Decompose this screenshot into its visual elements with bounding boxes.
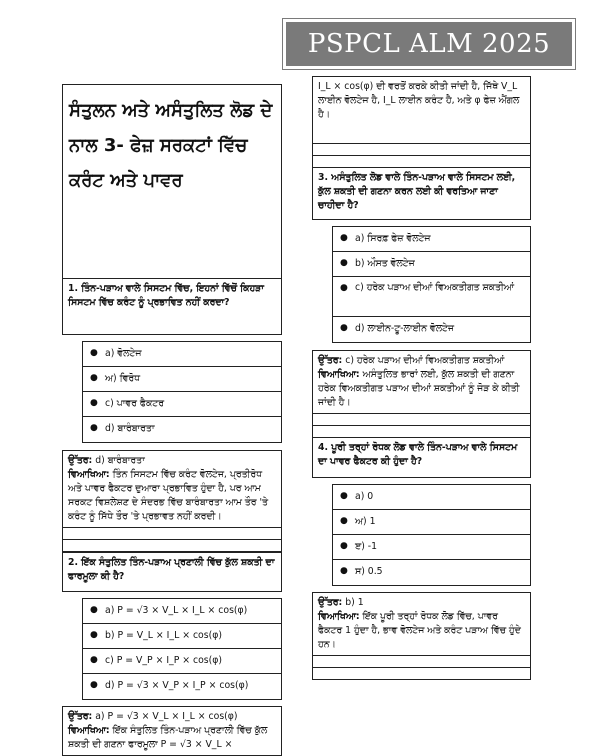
answer-label: ਉੱਤਰ: [68, 455, 93, 466]
option-label: c) P = V_P × I_P × cos(φ) [105, 655, 223, 666]
option-label: c) ਹਰੇਕ ਪੜਾਅ ਦੀਆਂ ਵਿਅਕਤੀਗਤ ਸ਼ਕਤੀਆਂ [355, 282, 514, 293]
option-row: ● c) ਹਰੇਕ ਪੜਾਅ ਦੀਆਂ ਵਿਅਕਤੀਗਤ ਸ਼ਕਤੀਆਂ [333, 277, 530, 317]
blank-line [312, 156, 531, 168]
answer-label: ਉੱਤਰ: [318, 597, 343, 608]
question-2: 2. ਇੱਕ ਸੰਤੁਲਿਤ ਤਿੰਨ-ਪੜਾਅ ਪ੍ਰਣਾਲੀ ਵਿੱਚ ਕੁੱਲ ਸ਼ਕਤੀ ਦਾ ਫਾਰਮੂਲਾ ਕੀ ਹੈ? [62, 552, 282, 592]
option-label: d) ਲਾਈਨ-ਟੂ-ਲਾਈਨ ਵੋਲਟੇਜ [355, 323, 455, 334]
option-row: ● ਅ) 1 [333, 510, 530, 535]
option-row: ● d) ਲਾਈਨ-ਟੂ-ਲਾਈਨ ਵੋਲਟੇਜ [340, 323, 455, 334]
option-row: ● ੲ) -1 [333, 535, 530, 560]
blank-line [62, 528, 282, 540]
blank-line [312, 144, 531, 156]
page-title: ਸੰਤੁਲਨ ਅਤੇ ਅਸੰਤੁਲਿਤ ਲੋਡ ਦੇ ਨਾਲ 3- ਫੇਜ਼ ਸਰਕਟਾਂ ਵਿੱਚ ਕਰੰਟ ਅਤੇ ਪਾਵਰ [62, 84, 282, 279]
answer-value: d) ਬਾਰੰਬਾਰਤਾ [95, 455, 145, 466]
option-row: ● d) P = √3 × V_P × I_P × cos(φ) [90, 680, 249, 691]
answer-value: c) ਹਰੇਕ ਪੜਾਅ ਦੀਆਂ ਵਿਅਕਤੀਗਤ ਸ਼ਕਤੀਆਂ [345, 355, 505, 366]
blank-line [312, 668, 531, 680]
option-row: ● a) 0 [333, 485, 530, 510]
answer-3 [312, 350, 531, 414]
option-label: b) ਔਸਤ ਵੋਲਟੇਜ [355, 258, 415, 269]
option-row: ● ਅ) ਵਿਰੋਧ [83, 367, 281, 392]
option-label: d) ਬਾਰੰਬਾਰਤਾ [105, 423, 155, 434]
answer-value: a) P = √3 × V_L × I_L × cos(φ) [95, 711, 238, 722]
option-label: ਸ) 0.5 [355, 566, 383, 577]
option-row: ● a) ਸਿਰਫ਼ ਫੇਜ਼ ਵੋਲਟੇਜ [333, 227, 530, 252]
option-row: ● a) ਵੋਲਟੇਜ [83, 342, 281, 367]
options-q4 [332, 484, 531, 586]
blank-line [312, 414, 531, 426]
option-label: a) 0 [355, 491, 374, 502]
options-q2 [82, 598, 282, 700]
option-label: c) ਪਾਵਰ ਫੈਕਟਰ [105, 398, 165, 409]
option-row: ● c) ਪਾਵਰ ਫੈਕਟਰ [83, 392, 281, 417]
option-label: ਅ) 1 [355, 516, 376, 527]
answer-2-continued: I_L × cos(φ) ਦੀ ਵਰਤੋਂ ਕਰਕੇ ਕੀਤੀ ਜਾਂਦੀ ਹੈ, ਜਿੱਥੇ V_L ਲਾਈਨ ਵੋਲਟੇਜ ਹੈ, I_L ਲਾਈਨ ਕਰੰਟ ਹੈ, ਅਤੇ φ ਫੇਜ਼ ਐਂਗਲ ਹੈ। [312, 76, 531, 144]
question-3: 3. ਅਸੰਤੁਲਿਤ ਲੋਡ ਵਾਲੇ ਤਿੰਨ-ਪੜਾਅ ਵਾਲੇ ਸਿਸਟਮ ਲਈ, ਕੁੱਲ ਸ਼ਕਤੀ ਦੀ ਗਣਨਾ ਕਰਨ ਲਈ ਕੀ ਵਰਤਿਆ ਜਾਣਾ ਚਾਹੀਦਾ ਹੈ? [312, 168, 531, 220]
options-q1 [82, 341, 282, 443]
blank-line [62, 540, 282, 552]
answer-4 [312, 592, 531, 656]
explanation-label: ਵਿਆਖਿਆ: [68, 725, 110, 736]
answer-1 [62, 450, 282, 528]
explanation-text: ਇੱਕ ਸੰਤੁਲਿਤ ਤਿੰਨ-ਪੜਾਅ ਪ੍ਰਣਾਲੀ ਵਿੱਚ ਕੁੱਲ ਸ਼ਕਤੀ ਦੀ ਗਣਨਾ ਫਾਰਮੂਲਾ P = √3 × V_L × [68, 725, 268, 750]
option-label: a) P = √3 × V_L × I_L × cos(φ) [105, 605, 248, 616]
options-q3 [332, 226, 531, 343]
explanation-label: ਵਿਆਖਿਆ: [318, 369, 360, 380]
answer-label: ਉੱਤਰ: [68, 711, 93, 722]
option-row: ● a) P = √3 × V_L × I_L × cos(φ) [83, 599, 281, 624]
right-column [312, 76, 531, 680]
explanation-text: ਇੱਕ ਪੂਰੀ ਤਰ੍ਹਾਂ ਰੋਧਕ ਲੋਡ ਵਿੱਚ, ਪਾਵਰ ਫੈਕਟਰ 1 ਹੁੰਦਾ ਹੈ, ਭਾਵ ਵੋਲਟੇਜ ਅਤੇ ਕਰੰਟ ਪੜਾਅ ਵਿੱਚ ਹੁੰਦੇ ਹਨ। [318, 611, 521, 650]
option-label: a) ਸਿਰਫ਼ ਫੇਜ਼ ਵੋਲਟੇਜ [355, 233, 431, 244]
option-label: b) P = V_L × I_L × cos(φ) [105, 630, 222, 641]
blank-line [312, 656, 531, 668]
option-row: ● ਸ) 0.5 [340, 566, 383, 577]
answer-label: ਉੱਤਰ: [318, 355, 343, 366]
option-label: d) P = √3 × V_P × I_P × cos(φ) [105, 680, 249, 691]
exam-title-box [283, 19, 575, 69]
explanation-label: ਵਿਆਖਿਆ: [68, 469, 110, 480]
option-label: ਅ) ਵਿਰੋਧ [105, 373, 141, 384]
option-row: ● d) ਬਾਰੰਬਾਰਤਾ [90, 423, 155, 434]
left-column [62, 84, 282, 756]
option-row: ● b) P = V_L × I_L × cos(φ) [83, 624, 281, 649]
answer-2 [62, 706, 282, 756]
blank-line [312, 426, 531, 438]
option-row: ● b) ਔਸਤ ਵੋਲਟੇਜ [333, 252, 530, 277]
exam-title: PSPCL ALM 2025 [307, 29, 551, 59]
answer-value: b) 1 [345, 597, 364, 608]
explanation-text: ਅਸੰਤੁਲਿਤ ਭਾਰਾਂ ਲਈ, ਕੁੱਲ ਸ਼ਕਤੀ ਦੀ ਗਣਨਾ ਹਰੇਕ ਵਿਅਕਤੀਗਤ ਪੜਾਅ ਦੀਆਂ ਸ਼ਕਤੀਆਂ ਨੂੰ ਜੋੜ ਕੇ ਕੀਤੀ ਜਾਂਦੀ ਹੈ। [318, 369, 520, 408]
header-banner [0, 0, 591, 78]
explanation-text: ਤਿੰਨ ਸਿਸਟਮ ਵਿੱਚ ਕਰੰਟ ਵੋਲਟੇਜ, ਪ੍ਰਤੀਰੋਧ ਅਤੇ ਪਾਵਰ ਫੈਕਟਰ ਦੁਆਰਾ ਪ੍ਰਭਾਵਿਤ ਹੁੰਦਾ ਹੈ, ਪਰ ਆਮ ਸਰਕਟ ਵਿਸ਼ਲੇਸ਼ਣ ਦੇ ਸੰਦਰਭ ਵਿੱਚ ਬਾਰੰਬਾਰਤਾ ਆਮ ਤੌਰ 'ਤੇ ਕਰੰਟ ਨੂੰ ਸਿੱਧੇ ਤੌਰ 'ਤੇ ਪ੍ਰਭਾਵਤ ਨਹੀਂ ਕਰਦੀ। [68, 469, 268, 522]
explanation-label: ਵਿਆਖਿਆ: [318, 611, 360, 622]
option-row: ● c) P = V_P × I_P × cos(φ) [83, 649, 281, 674]
question-4: 4. ਪੂਰੀ ਤਰ੍ਹਾਂ ਰੋਧਕ ਲੋਡ ਵਾਲੇ ਤਿੰਨ-ਪੜਾਅ ਵਾਲੇ ਸਿਸਟਮ ਦਾ ਪਾਵਰ ਫੈਕਟਰ ਕੀ ਹੁੰਦਾ ਹੈ? [312, 438, 531, 478]
question-1: 1. ਤਿੰਨ-ਪੜਾਅ ਵਾਲੇ ਸਿਸਟਮ ਵਿੱਚ, ਇਹਨਾਂ ਵਿੱਚੋਂ ਕਿਹੜਾ ਸਿਸਟਮ ਵਿੱਚ ਕਰੰਟ ਨੂੰ ਪ੍ਰਭਾਵਿਤ ਨਹੀਂ ਕਰਦਾ? [62, 279, 282, 335]
option-label: a) ਵੋਲਟੇਜ [105, 348, 142, 359]
option-label: ੲ) -1 [355, 541, 378, 552]
